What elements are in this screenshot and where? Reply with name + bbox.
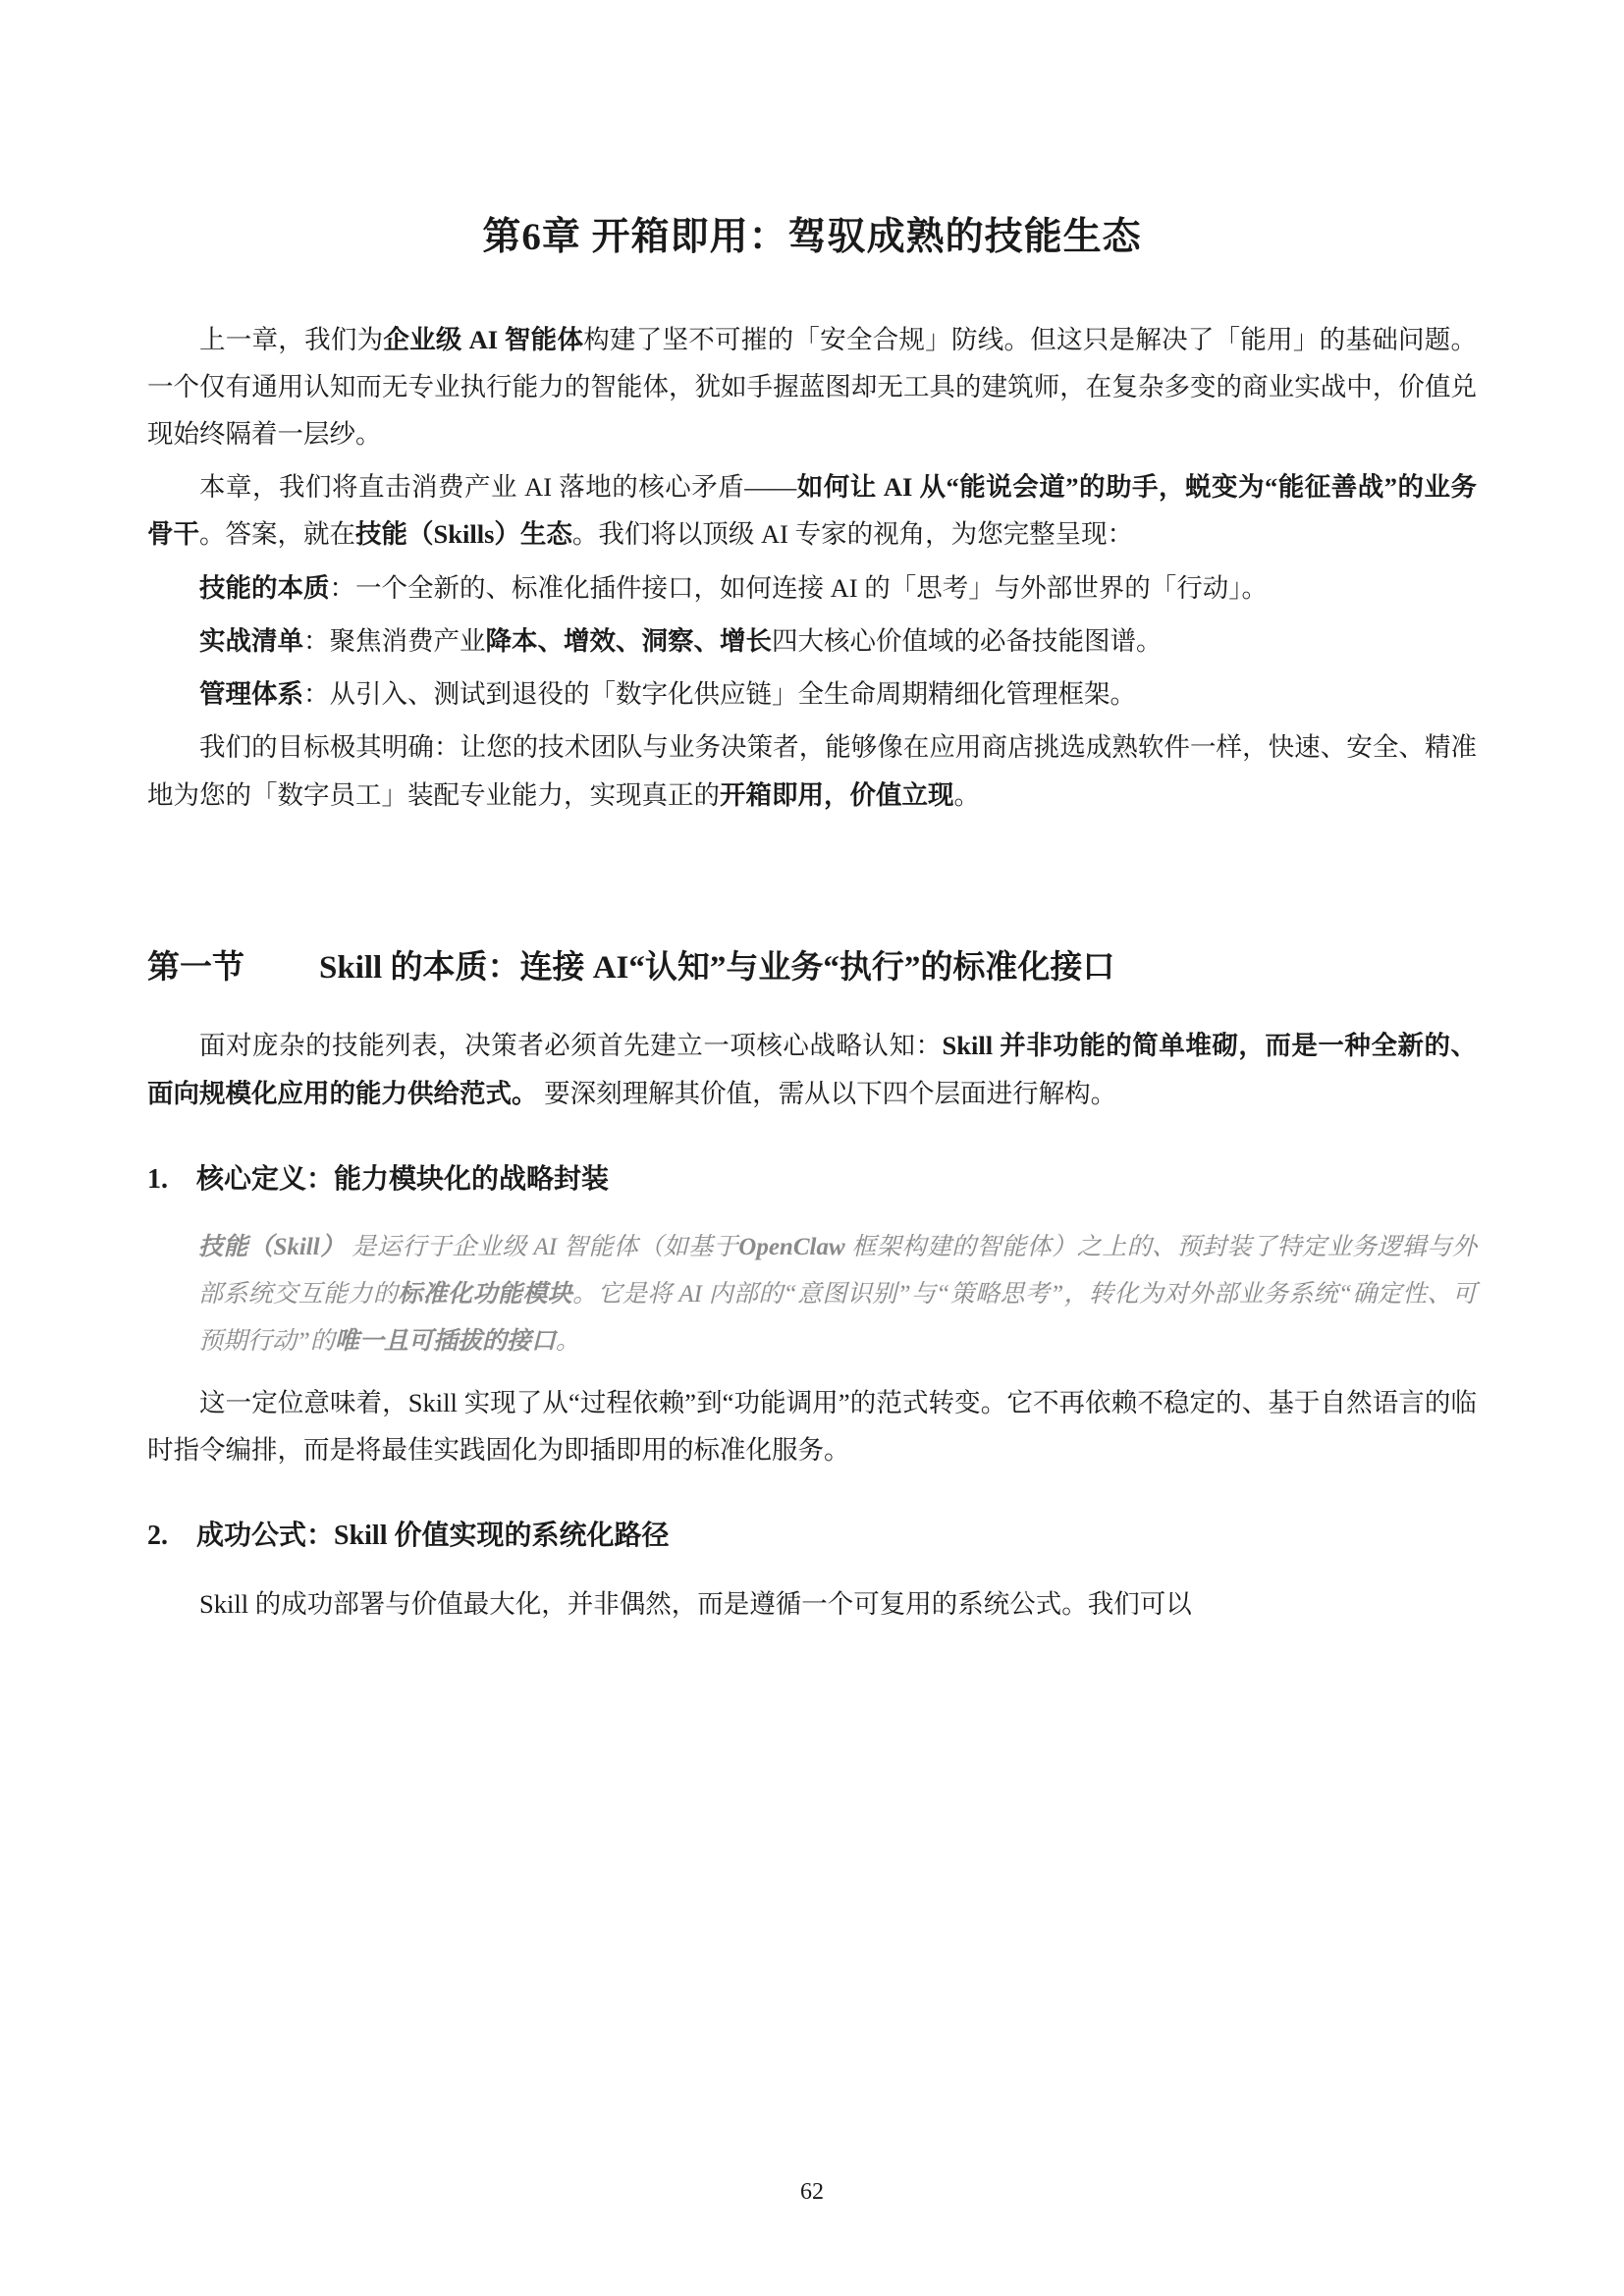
- intro-section: [147, 316, 1477, 819]
- section-heading: [147, 944, 1477, 993]
- paragraph-section-intro: 面对庞杂的技能列表，决策者必须首先建立一项核心战略认知：Skill 并非功能的简单堆砌，而是一种全新的、面向规模化应用的能力供给范式。 要深刻理解其价值，需从以下四个层面进行解构。: [147, 1031, 1478, 1108]
- item-heading-2: [147, 1515, 1477, 1559]
- definition-quote-1: 技能（Skill） 是运行于企业级 AI 智能体（如基于OpenClaw 框架构建的智能体）之上的、预封装了特定业务逻辑与外部系统交互能力的标准化功能模块。它是将 AI 内部的“意图识别”与“策略思考”，转化为对外部业务系统“确定性、可预期行动”的唯一且可插拔的接口。: [198, 1233, 1477, 1355]
- item-index-2: 2.: [147, 1520, 168, 1551]
- paragraph-skill-essence: 技能的本质：一个全新的、标准化插件接口，如何连接 AI 的「思考」与外部世界的「行动」。: [199, 572, 1268, 603]
- paragraph-item-2-body: Skill 的成功部署与价值最大化，并非偶然，而是遵循一个可复用的系统公式。我们可以: [199, 1588, 1192, 1619]
- item-title-2: 成功公式：Skill 价值实现的系统化路径: [196, 1520, 670, 1551]
- paragraph-item-1-body: 这一定位意味着，Skill 实现了从“过程依赖”到“功能调用”的范式转变。它不再依赖不稳定的、基于自然语言的临时指令编排，而是将最佳实践固化为即插即用的标准化服务。: [147, 1387, 1477, 1465]
- item-index-1: 1.: [147, 1163, 168, 1195]
- section-number: 第一节: [147, 949, 244, 986]
- paragraph-intro-1: 上一章，我们为企业级 AI 智能体构建了坚不可摧的「安全合规」防线。但这只是解决了「能用」的基础问题。一个仅有通用认知而无专业执行能力的智能体，犹如手握蓝图却无工具的建筑师，在复杂多变的商业实战中，价值兑现始终隔着一层纱。: [147, 324, 1478, 450]
- paragraph-practical-list: 实战清单：聚焦消费产业降本、增效、洞察、增长四大核心价值域的必备技能图谱。: [199, 625, 1163, 656]
- item-heading-1: [147, 1158, 1477, 1202]
- item-title-1: 核心定义：能力模块化的战略封装: [196, 1163, 610, 1195]
- section-spacer: [147, 825, 1477, 870]
- chapter-title: 第6章 开箱即用：驾驭成熟的技能生态: [482, 216, 1142, 258]
- section-title: Skill 的本质：连接 AI“认知”与业务“执行”的标准化接口: [319, 949, 1115, 986]
- page-number: 62: [800, 2179, 824, 2205]
- paragraph-intro-2: 本章，我们将直击消费产业 AI 落地的核心矛盾——如何让 AI 从“能说会道”的助手，蜕变为“能征善战”的业务骨干。答案，就在技能（Skills）生态。我们将以顶级 AI 专家的视角，为您完整呈现：: [147, 472, 1477, 550]
- paragraph-management-system: 管理体系：从引入、测试到退役的「数字化供应链」全生命周期精细化管理框架。: [199, 679, 1136, 710]
- paragraph-goal: 我们的目标极其明确：让您的技术团队与业务决策者，能够像在应用商店挑选成熟软件一样，快速、安全、精准地为您的「数字员工」装配专业能力，实现真正的开箱即用，价值立现。: [147, 732, 1477, 810]
